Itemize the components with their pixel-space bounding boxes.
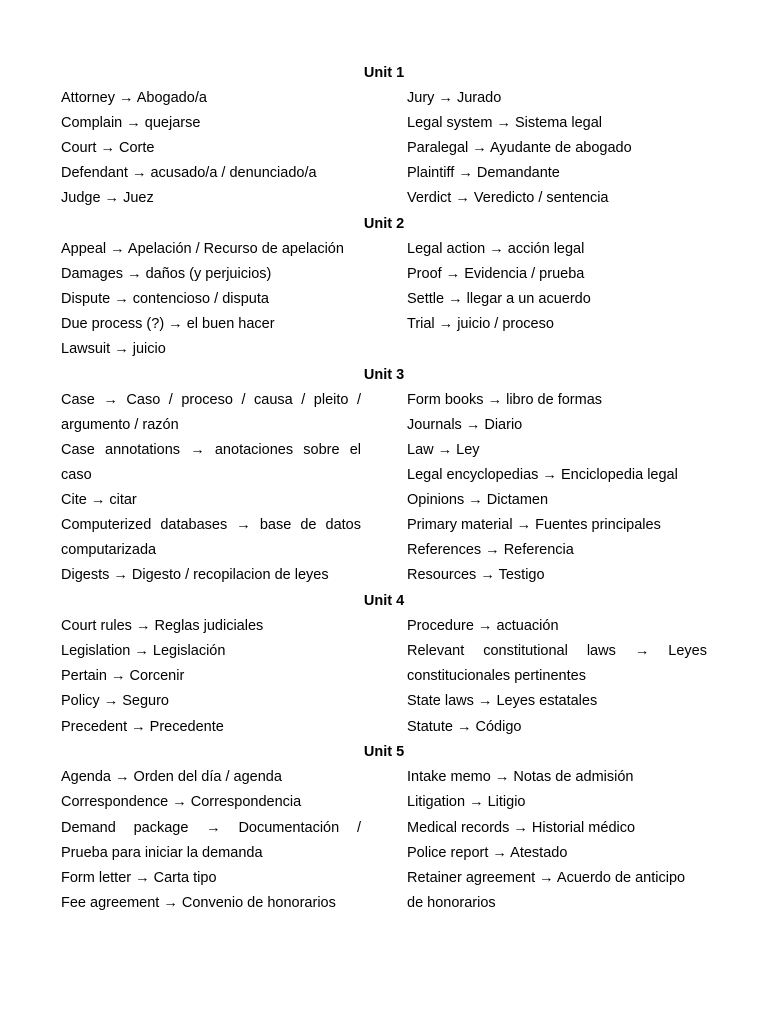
glossary-entry: Case annotations → anotaciones sobre el <box>61 442 361 458</box>
glossary-entry: Law → Ley <box>407 442 480 458</box>
glossary-entry: Precedent → Precedente <box>61 719 224 735</box>
glossary-entry: Case → Caso / proceso / causa / pleito / <box>61 392 361 408</box>
glossary-entry: Police report → Atestado <box>407 845 568 861</box>
glossary-entry: Trial → juicio / proceso <box>407 316 554 332</box>
unit-3-heading: Unit 3 <box>363 367 405 383</box>
unit-5-heading: Unit 5 <box>363 744 405 760</box>
glossary-entry: Computerized databases → base de datos <box>61 517 361 533</box>
glossary-entry: Plaintiff → Demandante <box>407 165 560 181</box>
glossary-entry: Fee agreement → Convenio de honorarios <box>61 895 336 911</box>
glossary-entry: Intake memo → Notas de admisión <box>407 769 634 785</box>
unit-1-heading: Unit 1 <box>363 65 405 81</box>
glossary-entry: Paralegal → Ayudante de abogado <box>407 140 632 156</box>
glossary-entry: Court → Corte <box>61 140 155 156</box>
glossary-entry: State laws → Leyes estatales <box>407 693 598 709</box>
unit-2-heading: Unit 2 <box>363 216 405 232</box>
glossary-entry: Opinions → Dictamen <box>407 492 549 508</box>
glossary-entry: Dispute → contencioso / disputa <box>61 291 269 307</box>
glossary-entry: Verdict → Veredicto / sentencia <box>407 190 609 206</box>
glossary-entry: Appeal → Apelación / Recurso de apelación <box>61 241 344 257</box>
glossary-entry: Complain → quejarse <box>61 115 201 131</box>
glossary-entry: Proof → Evidencia / prueba <box>407 266 585 282</box>
glossary-entry: Primary material → Fuentes principales <box>407 517 661 533</box>
glossary-entry: Cite → citar <box>61 492 137 508</box>
glossary-entry: Attorney → Abogado/a <box>61 90 207 106</box>
glossary-entry: Retainer agreement → Acuerdo de anticipo <box>407 870 686 886</box>
glossary-entry: computarizada <box>61 542 157 558</box>
glossary-entry: Demand package → Documentación / <box>61 820 361 836</box>
glossary-entry: Damages → daños (y perjuicios) <box>61 266 272 282</box>
glossary-entry: Resources → Testigo <box>407 567 545 583</box>
glossary-entry: Relevant constitutional laws → Leyes <box>407 643 707 659</box>
glossary-entry: Correspondence → Correspondencia <box>61 794 302 810</box>
unit-4-heading: Unit 4 <box>363 593 405 609</box>
glossary-entry: Legal action → acción legal <box>407 241 585 257</box>
glossary-entry: argumento / razón <box>61 417 179 433</box>
glossary-entry: Lawsuit → juicio <box>61 341 166 357</box>
glossary-entry: Litigation → Litigio <box>407 794 526 810</box>
glossary-entry: Policy → Seguro <box>61 693 169 709</box>
glossary-entry: Journals → Diario <box>407 417 523 433</box>
glossary-entry: Pertain → Corcenir <box>61 668 185 684</box>
glossary-entry: Legal system → Sistema legal <box>407 115 603 131</box>
glossary-entry: Procedure → actuación <box>407 618 559 634</box>
glossary-entry: Digests → Digesto / recopilacion de leyes <box>61 567 329 583</box>
glossary-entry: Form books → libro de formas <box>407 392 603 408</box>
glossary-entry: Statute → Código <box>407 719 522 735</box>
glossary-entry: Defendant → acusado/a / denunciado/a <box>61 165 317 181</box>
glossary-entry: Judge → Juez <box>61 190 154 206</box>
glossary-entry: constitucionales pertinentes <box>407 668 586 684</box>
glossary-entry: Agenda → Orden del día / agenda <box>61 769 282 785</box>
glossary-entry: caso <box>61 467 92 483</box>
glossary-entry: Settle → llegar a un acuerdo <box>407 291 591 307</box>
glossary-entry: Medical records → Historial médico <box>407 820 636 836</box>
glossary-entry: Prueba para iniciar la demanda <box>61 845 263 861</box>
glossary-entry: de honorarios <box>407 895 496 911</box>
glossary-entry: Legal encyclopedias → Enciclopedia legal <box>407 467 678 483</box>
glossary-entry: References → Referencia <box>407 542 574 558</box>
glossary-entry: Due process (?) → el buen hacer <box>61 316 275 332</box>
glossary-entry: Form letter → Carta tipo <box>61 870 217 886</box>
glossary-entry: Jury → Jurado <box>407 90 502 106</box>
glossary-entry: Court rules → Reglas judiciales <box>61 618 264 634</box>
glossary-entry: Legislation → Legislación <box>61 643 226 659</box>
